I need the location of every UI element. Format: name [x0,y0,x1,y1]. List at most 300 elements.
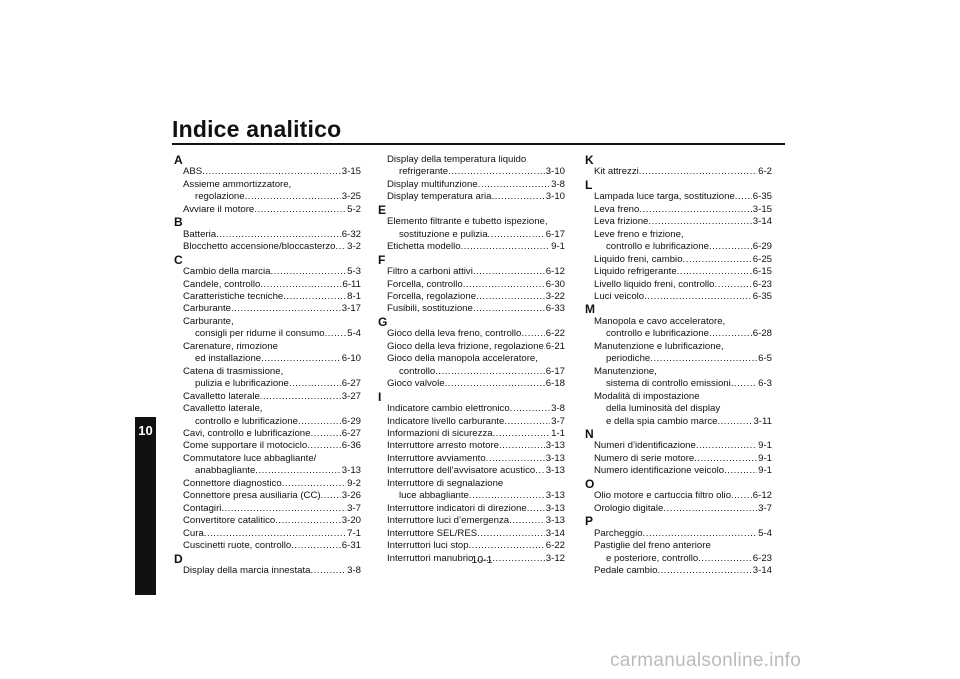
index-entry[interactable] [183,440,361,452]
index-letter-heading: D [174,551,183,566]
index-entry-label: Livello liquido freni, controllo [594,278,715,290]
index-entry-label: refrigerante [399,166,449,178]
index-entry-label: Leva frizione [594,216,649,228]
dot-leader [639,204,751,216]
index-entry-page: 6-15 [752,266,772,278]
dot-leader [709,241,752,253]
dot-leader [499,440,545,452]
index-entry[interactable] [387,515,565,527]
index-entry-page: 3-14 [545,527,565,539]
index-entry-page: 3-7 [758,502,772,514]
index-entry-page: 3-13 [341,465,361,477]
dot-leader [698,553,752,565]
index-entry-page: 6-29 [752,241,772,253]
index-entry[interactable] [183,241,361,253]
index-entry[interactable] [594,503,772,515]
index-entry-page: 1-1 [551,427,565,439]
index-entry[interactable] [183,328,361,340]
index-entry[interactable] [183,303,361,315]
dot-leader [493,428,551,440]
dot-leader [478,179,550,191]
index-letter-heading: E [378,202,387,217]
dot-leader [469,490,545,502]
index-entry[interactable] [387,179,565,191]
index-entry-text: Carburante, [183,315,234,327]
index-entry[interactable] [183,565,361,577]
index-entry[interactable] [594,353,772,365]
dot-leader [289,378,341,390]
index-entry-text: Interruttore di segnalazione [387,477,504,489]
index-entry[interactable] [183,478,361,490]
index-entry-label: Indicatore cambio elettronico [387,403,510,415]
index-entry-label: Kit attrezzi [594,166,639,178]
index-entry[interactable] [183,465,361,477]
dot-leader [644,291,752,303]
index-entry-label: periodiche [606,353,651,365]
index-entry-page: 8-1 [347,290,361,302]
dot-leader [245,191,341,203]
index-entry[interactable] [183,503,361,515]
index-entry-page: 9-1 [551,241,565,253]
dot-leader [527,503,545,515]
index-entry-page: 6-35 [752,290,772,302]
index-entry[interactable] [594,416,772,428]
dot-leader [310,428,340,440]
dot-leader [521,328,544,340]
dot-leader [535,465,545,477]
dot-leader [677,266,752,278]
index-entry[interactable] [594,204,772,216]
index-entry-label: e della spia cambio marce [606,415,718,427]
dot-leader [321,490,341,502]
index-entry-page: 3-2 [347,241,361,253]
dot-leader [709,328,752,340]
index-entry-page: 3-8 [551,403,565,415]
index-entry[interactable] [387,229,565,241]
index-letter-heading: C [174,252,183,267]
index-entry-page: 6-27 [341,378,361,390]
dot-leader [488,229,545,241]
index-entry[interactable] [183,428,361,440]
index-entry-page: 6-12 [752,490,772,502]
index-entry[interactable] [183,291,361,303]
index-entry[interactable] [594,490,772,502]
dot-leader [735,191,752,203]
index-entry-page: 3-12 [545,552,565,564]
index-entry-page: 3-10 [545,166,565,178]
index-entry-text: Assieme ammortizzatore, [183,178,292,190]
index-entry[interactable] [387,540,565,552]
index-entry[interactable] [387,166,565,178]
index-entry-page: 3-7 [551,415,565,427]
index-entry-label: Batteria [183,228,217,240]
index-entry[interactable] [387,465,565,477]
dot-leader [657,565,751,577]
dot-leader [509,515,545,527]
index-entry-label: Interruttori luci stop [387,540,469,552]
dot-leader [731,378,757,390]
index-entry-label: Interruttore SEL/RES [387,527,478,539]
index-entry-page: 6-3 [758,378,772,390]
index-entry[interactable] [594,166,772,178]
index-entry-page: 6-28 [752,328,772,340]
index-entry[interactable] [387,416,565,428]
index-entry-label: e posteriore, controllo [606,552,699,564]
dot-leader [307,440,341,452]
index-entry[interactable] [387,440,565,452]
index-letter-heading: G [378,314,388,329]
index-entry-label: Forcella, controllo [387,278,463,290]
index-entry-text: Leve freno e frizione, [594,228,684,240]
index-entry[interactable] [594,216,772,228]
index-entry-page: 6-36 [341,440,361,452]
dot-leader [298,416,341,428]
index-column-2 [378,154,565,565]
index-entry[interactable] [594,241,772,253]
index-entry[interactable] [387,378,565,390]
chapter-tab[interactable]: 10 [135,417,156,595]
index-entry-label: Interruttore arresto motore [387,440,499,452]
dot-leader [282,478,346,490]
dot-leader [731,490,752,502]
index-entry-label: Leva freno [594,203,640,215]
index-entry[interactable] [594,465,772,477]
index-entry-label: regolazione [195,191,245,203]
index-entry[interactable] [594,528,772,540]
index-entry[interactable] [387,490,565,502]
dot-leader [325,328,347,340]
index-entry[interactable] [594,266,772,278]
dot-leader [643,528,758,540]
index-entry-label: Numero di serie motore [594,452,695,464]
index-entry-label: Numeri d’identificazione [594,440,696,452]
index-entry-label: Luci veicolo [594,290,645,302]
dot-leader [216,229,341,241]
index-entry[interactable] [594,565,772,577]
index-entry-label: Display temperatura aria [387,191,492,203]
index-entry-label: Cura [183,527,204,539]
dot-leader [648,216,751,228]
index-entry-page: 6-30 [545,278,565,290]
index-entry-label: controllo e lubrificazione [606,328,709,340]
dot-leader [310,565,346,577]
index-entry-label: controllo e lubrificazione [606,241,709,253]
index-entry-text: Commutatore luce abbagliante/ [183,452,317,464]
index-entry-label: Display della marcia innestata [183,564,311,576]
index-entry[interactable] [594,328,772,340]
index-entry-page: 3-26 [341,490,361,502]
dot-leader [275,515,341,527]
index-entry-page: 6-29 [341,415,361,427]
dot-leader [683,254,752,266]
index-entry[interactable] [183,540,361,552]
dot-leader [724,465,757,477]
index-entry-page: 3-11 [753,415,772,427]
index-entry-page: 3-13 [545,502,565,514]
index-entry[interactable] [183,166,361,178]
dot-leader [510,403,550,415]
index-entry-label: Interruttore luci d’emergenza [387,515,510,527]
dot-leader [435,366,545,378]
index-entry-label: Candele, controllo [183,278,261,290]
index-entry[interactable] [183,191,361,203]
index-entry-page: 6-32 [341,228,361,240]
dot-leader [336,241,347,253]
dot-leader [717,416,752,428]
dot-leader [254,204,346,216]
index-entry[interactable] [183,490,361,502]
index-entry-page: 3-13 [545,465,565,477]
dot-leader [663,503,757,515]
dot-leader [650,353,757,365]
index-entry-label: Forcella, regolazione [387,290,477,302]
index-entry-page: 6-21 [545,340,565,352]
index-entry-label: Cuscinetti ruote, controllo [183,540,292,552]
index-entry-label: Cavi, controllo e lubrificazione [183,427,311,439]
index-entry-page: 6-10 [341,353,361,365]
index-entry-page: 6-11 [342,278,361,290]
index-entry-page: 9-1 [758,452,772,464]
dot-leader [473,303,545,315]
index-entry-page: 6-17 [545,365,565,377]
index-entry-label: sostituzione e pulizia [399,228,488,240]
index-entry-text: Manutenzione, [594,365,657,377]
index-entry-page: 6-2 [758,166,772,178]
index-entry-label: Gioco valvole [387,378,445,390]
index-entry[interactable] [387,403,565,415]
index-entry-label: Interruttori manubrio [387,552,474,564]
index-entry[interactable] [387,428,565,440]
index-entry[interactable] [387,366,565,378]
index-entry[interactable] [183,279,361,291]
index-entry-page: 3-13 [545,490,565,502]
index-entry-label: Liquido freni, cambio [594,253,683,265]
index-entry-page: 3-14 [752,216,772,228]
index-entry-page: 3-7 [347,502,361,514]
watermark: carmanualsonline.info [610,650,802,671]
dot-leader [255,465,341,477]
index-entry-label: Etichetta modello [387,241,461,253]
index-entry-label: Liquido refrigerante [594,266,677,278]
index-entry-page: 6-27 [341,427,361,439]
index-entry-page: 6-23 [752,552,772,564]
dot-leader [260,279,341,291]
index-entry[interactable] [387,528,565,540]
index-entry-label: Cambio della marcia [183,266,271,278]
dot-leader [463,279,545,291]
index-entry[interactable] [387,279,565,291]
index-entry-label: Interruttore indicatori di direzione [387,502,527,514]
dot-leader [448,166,545,178]
index-entry-text: Gioco della manopola acceleratore, [387,353,538,365]
index-entry-label: Filtro a carboni attivi [387,266,473,278]
dot-leader [445,378,545,390]
dot-leader [486,453,545,465]
dot-leader [461,241,551,253]
index-entry-page: 3-17 [341,303,361,315]
index-entry-label: Interruttore dell’avvisatore acustico [387,465,536,477]
dot-leader [476,291,545,303]
dot-leader [492,191,545,203]
index-entry-page: 6-22 [545,328,565,340]
dot-leader [291,540,341,552]
dot-leader [204,528,346,540]
index-letter-heading: P [585,514,594,529]
index-entry-label: Lampada luce targa, sostituzione [594,191,735,203]
index-entry[interactable] [183,353,361,365]
index-entry[interactable] [594,279,772,291]
index-column-1 [174,153,361,577]
index-entry-label: Connettore diagnostico [183,477,282,489]
index-entry[interactable] [387,453,565,465]
index-entry-page: 5-4 [758,527,772,539]
index-entry-label: consigli per ridurne il consumo [195,328,325,340]
index-entry[interactable] [183,378,361,390]
index-entry-page: 6-17 [545,228,565,240]
index-entry-label: Connettore presa ausiliaria (CC) [183,490,321,502]
index-letter-heading: M [585,302,595,317]
index-entry-label: pulizia e lubrificazione [195,378,289,390]
index-entry-label: Fusibili, sostituzione [387,303,473,315]
index-entry[interactable] [183,229,361,241]
index-entry-label: Olio motore e cartuccia filtro olio [594,490,732,502]
index-entry[interactable] [594,440,772,452]
index-entry[interactable] [387,291,565,303]
index-entry[interactable] [387,191,565,203]
index-entry-label: Blocchetto accensione/bloccasterzo [183,241,336,253]
index-entry-label: Gioco della leva freno, controllo [387,328,522,340]
index-entry-page: 3-25 [341,191,361,203]
index-entry-text: Modalità di impostazione [594,390,700,402]
index-entry-label: controllo [399,365,436,377]
title-rule [172,143,785,145]
index-entry-label: Gioco della leva frizione, regolazione [387,340,544,352]
index-entry-text: Catena di trasmissione, [183,365,284,377]
index-entry[interactable] [594,191,772,203]
index-letter-heading: F [378,252,386,267]
dot-leader [639,166,757,178]
index-entry-text: Manutenzione e lubrificazione, [594,340,724,352]
index-entry-page: 3-27 [341,390,361,402]
index-entry-label: Numero identificazione veicolo [594,465,725,477]
page-title: Indice analitico [172,116,342,142]
index-entry-text: Elemento filtrante e tubetto ispezione, [387,216,548,228]
index-entry[interactable] [387,241,565,253]
index-entry-page: 9-2 [347,477,361,489]
index-entry[interactable] [594,254,772,266]
index-entry-text: Pastiglie del freno anteriore [594,540,711,552]
dot-leader [696,440,757,452]
index-entry-label: Orologio digitale [594,502,664,514]
index-letter-heading: L [585,177,593,192]
dot-leader [694,453,757,465]
index-entry-page: 6-23 [752,278,772,290]
index-entry-label: sistema di controllo emissioni [606,378,731,390]
index-entry[interactable] [387,303,565,315]
index-entry[interactable] [183,416,361,428]
index-entry[interactable] [183,266,361,278]
index-entry[interactable] [594,378,772,390]
index-entry-page: 9-1 [758,465,772,477]
index-entry-label: luce abbagliante [399,490,469,502]
index-entry[interactable] [387,503,565,515]
index-entry-text: della luminosità del display [606,403,721,415]
index-entry-text: Cavalletto laterale, [183,403,263,415]
index-entry[interactable] [594,553,772,565]
index-entry-label: Come supportare il motociclo [183,440,308,452]
index-entry[interactable] [183,528,361,540]
dot-leader [469,540,545,552]
index-entry-page: 6-31 [341,540,361,552]
index-entry-page: 3-13 [545,452,565,464]
index-entry-page: 3-13 [545,515,565,527]
index-entry-page: 3-22 [545,290,565,302]
index-entry-page: 6-5 [758,353,772,365]
dot-leader [504,416,550,428]
index-letter-heading: K [585,153,594,167]
index-entry-page: 5-3 [347,266,361,278]
index-entry-page: 3-20 [341,515,361,527]
index-entry-label: Contagiri [183,502,222,514]
index-entry-label: Convertitore catalitico [183,515,276,527]
index-entry-page: 3-8 [347,564,361,576]
index-entry-page: 3-14 [752,564,772,576]
dot-leader [477,528,545,540]
index-entry-page: 3-15 [752,203,772,215]
dot-leader [202,166,341,178]
index-entry-label: Parcheggio [594,527,643,539]
index-entry-page: 6-18 [545,378,565,390]
index-entry[interactable] [387,328,565,340]
dot-leader [715,279,752,291]
index-entry-label: Informazioni di sicurezza [387,427,493,439]
dot-leader [231,303,341,315]
index-entry-label: ABS [183,166,203,178]
index-entry[interactable] [387,266,565,278]
index-entry[interactable] [594,453,772,465]
index-entry-page: 3-10 [545,191,565,203]
dot-leader [283,291,346,303]
index-entry-page: 6-25 [752,253,772,265]
index-entry-page: 6-35 [752,191,772,203]
index-letter-heading: A [174,153,183,167]
index-entry-text: Carenature, rimozione [183,340,278,352]
index-entry-label: controllo e lubrificazione [195,415,298,427]
page-number: 10-1 [471,554,493,566]
index-entry-label: Indicatore livello carburante [387,415,505,427]
dot-leader [221,503,346,515]
index-entry[interactable] [183,204,361,216]
index-entry-text: Manopola e cavo acceleratore, [594,315,726,327]
index-entry-page: 3-13 [545,440,565,452]
dot-leader [260,391,341,403]
index-entry[interactable] [183,515,361,527]
index-entry-page: 5-2 [347,203,361,215]
index-entry-label: Avviare il motore [183,203,255,215]
index-entry[interactable] [183,391,361,403]
index-entry[interactable] [387,341,565,353]
index-letter-heading: N [585,426,594,441]
index-entry-page: 3-15 [341,166,361,178]
dot-leader [473,266,545,278]
dot-leader [261,353,341,365]
index-entry-page: 7-1 [347,527,361,539]
index-entry-label: Carburante [183,303,231,315]
index-entry[interactable] [594,291,772,303]
index-entry-page: 6-12 [545,266,565,278]
index-entry-page: 3-8 [551,178,565,190]
index-entry-label: Cavalletto laterale [183,390,260,402]
